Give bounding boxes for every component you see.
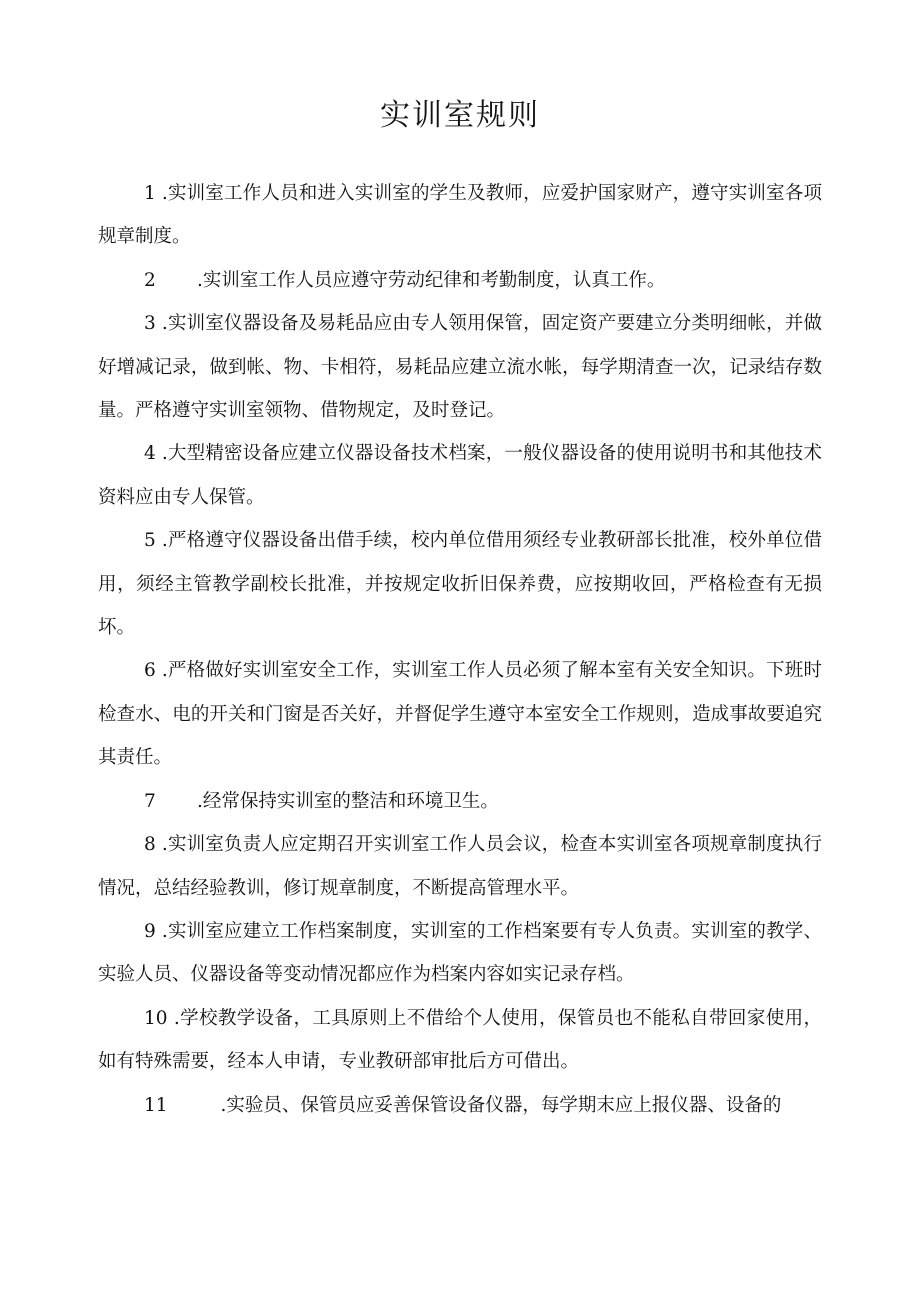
rule-separator: .: [155, 660, 168, 682]
rule-number: 1: [144, 183, 156, 204]
rules-list: [98, 172, 822, 1127]
rule-text: 大型精密设备应建立仪器设备技术档案，一般仪器设备的使用说明书和其他技术资料应由专人保管。: [98, 443, 822, 508]
rule-item-3: [98, 302, 822, 432]
rule-item-10: [98, 997, 822, 1084]
rule-text: 严格遵守仪器设备出借手续，校内单位借用须经专业教研部长批准，校外单位借用，须经主管教学副校长批准，并按规定收折旧保养费，应按期收回，严格检查有无损坏。: [98, 530, 822, 639]
rule-text: 实训室工作人员和进入实训室的学生及教师，应爱护国家财产，遵守实训室各项规章制度。: [98, 183, 822, 248]
rule-separator: .: [155, 790, 203, 812]
rule-number: 8: [144, 834, 156, 856]
rule-item-9: [98, 910, 822, 997]
rule-separator: .: [155, 530, 168, 552]
rule-item-11: [98, 1084, 822, 1127]
rule-separator: .: [155, 313, 168, 335]
rule-number: 7: [144, 790, 156, 812]
rule-number: 3: [144, 313, 156, 335]
rule-number: 10: [144, 1007, 168, 1029]
rule-number: 5: [144, 530, 156, 552]
rule-item-8: [98, 823, 822, 910]
rule-text: 实验员、保管员应妥善保管设备仪器，每学期末应上报仪器、设备的: [226, 1094, 782, 1116]
rule-number: 11: [144, 1094, 168, 1116]
page-title: 实训室规则: [380, 98, 540, 133]
rule-text: 实训室负责人应定期召开实训室工作人员会议，检查本实训室各项规章制度执行情况，总结经验教训，修订规章制度，不断提高管理水平。: [98, 834, 822, 899]
rule-item-5: [98, 519, 822, 649]
rule-number: 6: [144, 660, 156, 682]
rule-number: 2: [144, 269, 156, 291]
rule-text: 严格做好实训室安全工作，实训室工作人员必须了解本室有关安全知识。下班时检查水、电的开关和门窗是否关好，并督促学生遵守本室安全工作规则，造成事故要追究其责任。: [98, 660, 822, 769]
rule-separator: .: [155, 920, 168, 942]
rule-separator: .: [155, 834, 168, 856]
rule-text: 实训室工作人员应遵守劳动纪律和考勤制度，认真工作。: [202, 269, 666, 291]
rule-separator: .: [155, 269, 203, 291]
rule-item-2: [98, 259, 822, 302]
rule-item-7: [98, 780, 822, 823]
rule-number: 4: [144, 443, 156, 465]
rule-text: 实训室应建立工作档案制度，实训室的工作档案要有专人负责。实训室的教学、实验人员、仪器设备等变动情况都应作为档案内容如实记录存档。: [98, 920, 822, 986]
rule-text: 学校教学设备，工具原则上不借给个人使用，保管员也不能私自带回家使用，如有特殊需要，经本人申请，专业教研部审批后方可借出。: [98, 1007, 822, 1073]
rule-item-6: [98, 649, 822, 779]
rule-separator: .: [167, 1094, 227, 1116]
rule-text: 经常保持实训室的整洁和环境卫生。: [202, 790, 499, 812]
rule-separator: .: [167, 1007, 180, 1029]
rule-item-1: [98, 172, 822, 259]
rule-separator: .: [155, 443, 168, 465]
rule-item-4: [98, 432, 822, 519]
rule-separator: .: [155, 183, 168, 204]
rule-number: 9: [144, 920, 156, 942]
rule-text: 实训室仪器设备及易耗品应由专人领用保管，固定资产要建立分类明细帐，并做好增减记录，做到帐、物、卡相符，易耗品应建立流水帐，每学期清查一次，记录结存数量。严格遵守实训室领物、借物规定，及时登记。: [98, 313, 822, 422]
